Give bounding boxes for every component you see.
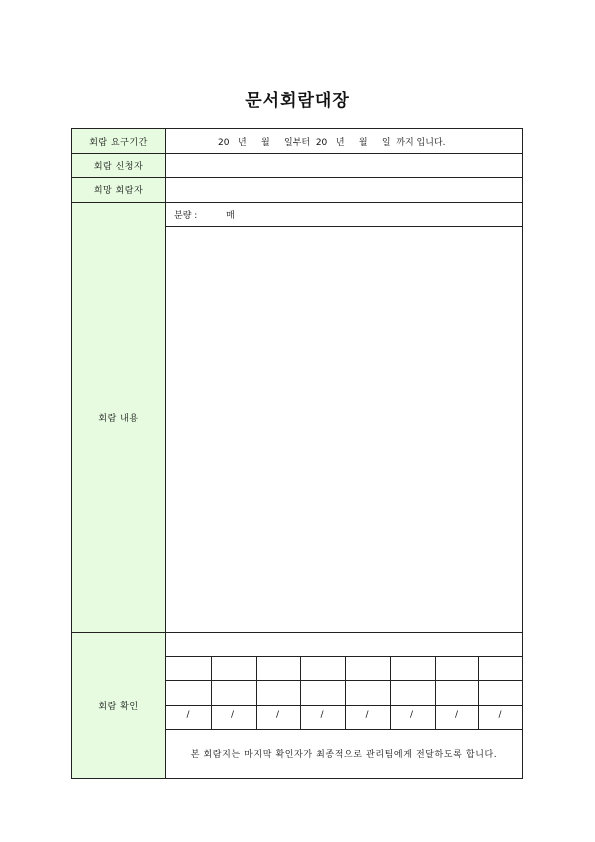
divider	[72, 177, 522, 178]
quantity-label: 분량 :	[174, 211, 198, 221]
divider	[72, 632, 522, 633]
desired-field[interactable]	[166, 177, 522, 202]
applicant-label: 회람 신청자	[72, 153, 166, 177]
date-slash: /	[365, 710, 369, 720]
divider	[72, 202, 522, 203]
date-slash: /	[498, 710, 502, 720]
period-label: 회람 요구기간	[72, 129, 166, 153]
circulation-form	[71, 128, 523, 779]
confirm-label: 회람 확인	[72, 632, 166, 778]
divider	[72, 153, 522, 154]
desired-label: 희망 회람자	[72, 177, 166, 202]
quantity-field[interactable]	[166, 202, 522, 226]
divider	[166, 680, 522, 681]
content-area[interactable]	[166, 226, 522, 632]
divider	[166, 656, 522, 657]
date-slash: /	[275, 710, 280, 720]
period-text: 20 년 월 일부터 20 년 월 일 까지 입니다.	[218, 137, 446, 148]
date-slash: /	[230, 710, 235, 720]
document-title: 문서회람대장	[245, 91, 350, 111]
divider	[166, 226, 522, 227]
divider	[166, 705, 522, 706]
applicant-field[interactable]	[166, 153, 522, 177]
date-slash: /	[409, 710, 414, 720]
date-slash: /	[186, 710, 190, 720]
quantity-unit: 매	[226, 211, 235, 221]
date-slash: /	[454, 710, 459, 720]
period-field[interactable]	[166, 129, 522, 153]
content-label: 회람 내용	[72, 202, 166, 632]
notice-text: 본 회람지는 마지막 확인자가 최종적으로 관리팀에게 전달하도록 합니다.	[190, 750, 498, 760]
date-slash: /	[320, 710, 324, 720]
